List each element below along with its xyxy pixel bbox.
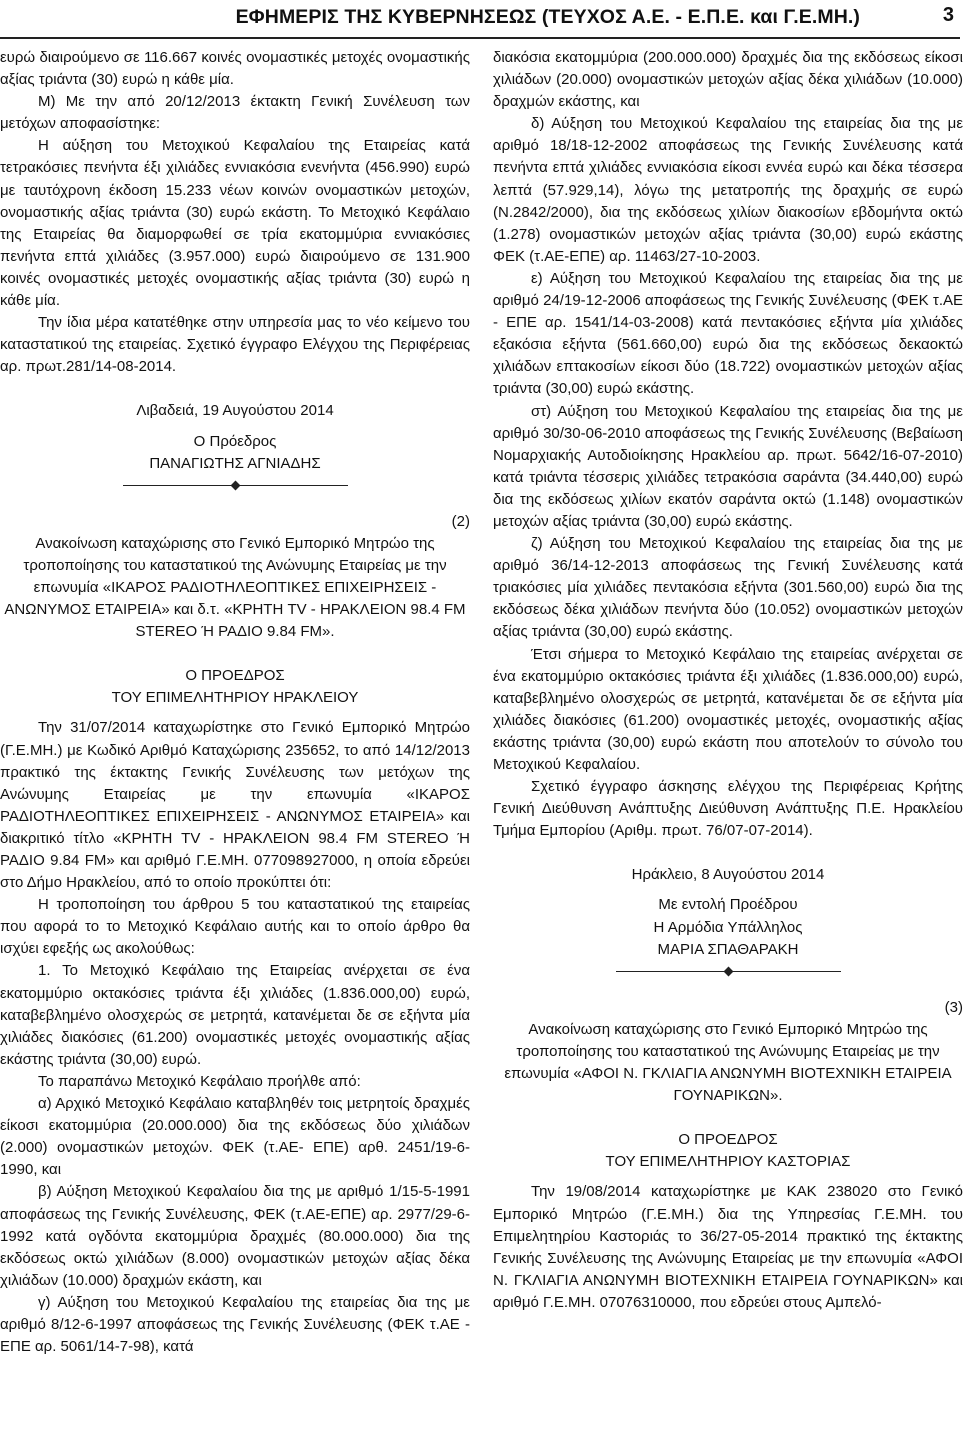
place-date: Ηράκλειο, 8 Αυγούστου 2014 [631, 866, 825, 884]
paragraph: α) Αρχικό Μετοχικό Κεφάλαιο καταβληθέν τοις μετρητοίς δραχμές είκοσι εκατομμύρια (20.000.000) δια της εκδόσεως δύο χιλιάδων (2.000) ονομαστικών μετοχών. ΦΕΚ (τ.ΑΕ- ΕΠΕ) αρθ. 2451/19-6-1990, και [0, 1095, 470, 1179]
signer-name: ΜΑΡΙΑ ΣΠΑΘΑΡΑΚΗ [657, 940, 799, 958]
gazette-title: ΕΦΗΜΕΡΙΣ ΤΗΣ ΚΥΒΕΡΝΗΣΕΩΣ (ΤΕΥΧΟΣ Α.Ε. - Ε.Π.Ε. και Γ.Ε.ΜΗ.) [235, 6, 860, 28]
notice-number: (2) [451, 512, 470, 530]
signer-name: ΠΑΝΑΓΙΩΤΗΣ ΑΓΝΙΑΔΗΣ [149, 454, 321, 472]
authority-name: ΤΟΥ ΕΠΙΜΕΛΗΤΗΡΙΟΥ ΗΡΑΚΛΕΙΟΥ [111, 689, 359, 707]
diamond-icon [723, 967, 733, 977]
authority-title: Ο ΠΡΟΕΔΡΟΣ [678, 1131, 778, 1149]
paragraph: 1. Το Μετοχικό Κεφάλαιο της Εταιρείας ανέρχεται σε ένα εκατομμύριο οκτακόσιες τριάντα έξι χιλιάδες (1.836.000,00) ευρώ, καταβεβλημένο ολοσχερώς σε μετρητά, κατανέμεται δε σε εξήντα μία χιλιάδες διακόσιες (61.200) ονομαστικές μετοχές ονομαστικής αξίας εκάστης τριάντα (30,00) ευρώ. [0, 962, 470, 1068]
signer-title: Ο Πρόεδρος [193, 432, 277, 450]
paragraph: Την ίδια μέρα κατατέθηκε στην υπηρεσία μας το νέο κείμενο του καταστατικού της εταιρείας. Σχετικό έγγραφο Ελέγχου της Περιφέρειας αρ. πρωτ.281/14-08-2014. [0, 314, 470, 376]
paragraph: Έτσι σήμερα το Μετοχικό Κεφάλαιο της εταιρείας ανέρχεται σε ένα εκατομμύριο οκτακόσιες τριάντα έξι χιλιάδες (1.836.000,00) ευρώ, καταβεβλημένο ολοσχερώς σε μετρητά, κατανέμεται δε σε εξήντα μία χιλιάδες διακόσιες (61.200) ονομαστικές μετοχές, ονομαστικής αξίας εκάστης τριάντα (30,00) ευρώ εκάστη που αποτελούν το σύνολο του Μετοχικού Κεφαλαίου. [493, 645, 963, 773]
paragraph: ε) Αύξηση του Μετοχικού Κεφαλαίου της εταιρείας δια της με αριθμό 24/19-12-2006 αποφάσεως της Γενικής Συνέλευσης (ΦΕΚ τ.ΑΕ - ΕΠΕ αρ. 1541/14-03-2008) κατά πεντακόσιες εξήντα μία χιλιάδες εξακόσια εξήντα (561.660,00) ευρώ δια της εκδόσεως δεκαοκτώ χιλιάδων επτακοσίων είκοσι δύο (18.722) ονομαστικών μετοχών αξίας τριάντα (30,00) ευρώ εκάστης. [493, 269, 963, 398]
paragraph: Την 31/07/2014 καταχωρίστηκε στο Γενικό Εμπορικό Μητρώο (Γ.Ε.ΜΗ.) με Κωδικό Αριθμό Καταχώρισης 235652, το από 14/12/2013 πρακτικό της έκτακτης Γενικής Συνέλευσης των μετόχων της Ανώνυμης Εταιρείας με την επωνυμία «ΙΚΑΡΟΣ ΡΑΔΙΟΤΗΛΕΟΠΤΙΚΕΣ ΕΠΙΧΕΙΡΗΣΕΙΣ - ΑΝΩΝΥΜΟΣ ΕΤΑΙΡΕΙΑ» και διακριτικό τίτλο «ΚΡΗΤΗ TV - ΗΡΑΚΛΕΙΟΝ 98.4 FM STEREO Ή ΡΑΔΙΟ 9.84 FM» και αριθμό Γ.Ε.ΜΗ. 077098927000, η οποία εδρεύει στο Δήμο Ηρακλείου, από το οποίο προκύπτει ότι: [0, 719, 470, 892]
authority-name: ΤΟΥ ΕΠΙΜΕΛΗΤΗΡΙΟΥ ΚΑΣΤΟΡΙΑΣ [605, 1153, 851, 1171]
right-column [493, 47, 963, 1427]
left-column [0, 47, 470, 1427]
paragraph: δ) Αύξηση του Μετοχικού Κεφαλαίου της εταιρείας δια της με αριθμό 18/18-12-2002 αποφάσεως της Γενικής Συνέλευσης κατά πενήντα επτά χιλιάδες εννιακόσια είκοσι εννέα ευρώ και δέκα τέσσερα λεπτά (57.929,14), λόγω της μετατροπής της δραχμής σε ευρώ (Ν.2842/2000), δια της εκδόσεως χιλίων διακοσίων εβδομήντα οκτώ (1.278) ονομαστικών μετοχών αξίας τριάντα (30,00) ευρώ εκάστης ΦΕΚ (τ.ΑΕ-ΕΠΕ) αρ. 11463/27-10-2003. [493, 115, 963, 265]
paragraph: στ) Αύξηση του Μετοχικού Κεφαλαίου της εταιρείας δια της με αριθμό 30/30-06-2010 αποφάσεως της Γενικής Συνέλευσης (Βεβαίωση Νομαρχιακής Αυτοδιοίκησης Ηρακλείου αρ. πρωτ. 5642/16-07-2010) κατά τριάντα τέσσερις χιλιάδες τετρακόσια σαράντα (34.440,00) ευρώ δια της εκδόσεως χιλίων εκατόν σαράντα οκτώ (1.148) ονομαστικών μετοχών αξίας τριάντα (30,00) ευρώ εκάστης. [493, 402, 963, 530]
authority-title: Ο ΠΡΟΕΔΡΟΣ [185, 667, 285, 685]
paragraph: Το παραπάνω Μετοχικό Κεφάλαιο προήλθε από: [38, 1072, 361, 1090]
notice-number: (3) [944, 998, 963, 1016]
paragraph: Σχετικό έγγραφο άσκησης ελέγχου της Περιφέρειας Κρήτης Γενική Διεύθυνση Ανάπτυξης Διεύθυνση Ανάπτυξης Π.Ε. Ηρακλείου Τμήμα Εμπορίου (Αριθμ. πρωτ. 76/07-07-2014). [493, 778, 963, 840]
paragraph: ζ) Αύξηση του Μετοχικού Κεφαλαίου της εταιρείας δια της με αριθμό 36/14-12-2013 αποφάσεως της Γενική Συνέλευσης κατά τριακόσιες μία χιλιάδες πεντακόσια εξήντα (301.560,00) ευρώ δια της εκδόσεως δέκα χιλιάδων πενήντα δύο (10.052) ονομαστικών μετοχών αξίας τριάντα (30,00) ευρώ εκάστης. [493, 535, 963, 641]
paragraph: Μ) Με την από 20/12/2013 έκτακτη Γενική Συνέλευση των μετόχων αποφασίστηκε: [0, 93, 470, 133]
section-divider-ornament [0, 479, 470, 493]
notice-heading: Ανακοίνωση καταχώρισης στο Γενικό Εμπορικό Μητρώο της τροποποίησης του καταστατικού της Ανώνυμης Εταιρείας με την επωνυμία «ΙΚΑΡΟΣ ΡΑΔΙΟΤΗΛΕΟΠΤΙΚΕΣ ΕΠΙΧΕΙΡΗΣΕΙΣ - ΑΝΩΝΥΜΟΣ ΕΤΑΙΡΕΙΑ» και δ.τ. «ΚΡΗΤΗ TV - ΗΡΑΚΛΕΙΟΝ 98.4 FM STEREO Ή ΡΑΔΙΟ 9.84 FM». [4, 534, 466, 641]
signer-title: Με εντολή Προέδρου [658, 896, 798, 914]
paragraph: Την 19/08/2014 καταχωρίστηκε με ΚΑΚ 238020 στο Γενικό Εμπορικό Μητρώο (Γ.Ε.ΜΗ.) δια της Υπηρεσίας Γ.Ε.ΜΗ. του Επιμελητηρίου Καστοριάς το 36/27-05-2014 πρακτικό της έκτακτης Γενικής Συνέλευσης της Ανώνυμης Εταιρείας με την επωνυμία «ΑΦΟΙ Ν. ΓΚΛΙΑΓΙΑ ΑΝΩΝΥΜΗ ΒΙΟΤΕΧΝΙΚΗ ΕΤΑΙΡΕΙΑ ΓΟΥΝΑΡΙΚΩΝ» και αριθμό Γ.Ε.ΜΗ. 07076310000, που εδρεύει στους Αμπελό- [493, 1183, 963, 1311]
section-divider-ornament [493, 965, 963, 979]
signer-role: Η Αρμόδια Υπάλληλος [653, 918, 803, 936]
page-number: 3 [942, 4, 954, 26]
notice-heading: Ανακοίνωση καταχώρισης στο Γενικό Εμπορικό Μητρώο της τροποποίησης του καταστατικού της Ανώνυμης Εταιρείας με την επωνυμία «ΑΦΟΙ Ν. ΓΚΛΙΑΓΙΑ ΑΝΩΝΥΜΗ ΒΙΟΤΕΧΝΙΚΗ ΕΤΑΙΡΕΙΑ ΓΟΥΝΑΡΙΚΩΝ». [504, 1020, 952, 1105]
paragraph: γ) Αύξηση του Μετοχικού Κεφαλαίου της εταιρείας δια της με αριθμό 8/12-6-1997 αποφάσεως της Γενικής Συνέλευσης (ΦΕΚ τ.ΑΕ - ΕΠΕ αρ. 5061/14-7-98), κατά [0, 1293, 470, 1356]
header-divider [0, 37, 960, 39]
diamond-icon [230, 481, 240, 491]
paragraph: Η αύξηση του Μετοχικού Κεφαλαίου της Εταιρείας κατά τετρακόσιες πενήντα έξι χιλιάδες εννιακόσια ενενήντα (456.990) ευρώ με ταυτόχρονη έκδοση 15.233 νέων κοινών ονομαστικών μετοχών, ονομαστικής αξίας τριάντα (30) ευρώ εκάστη. Το Μετοχικό Κεφάλαιο της Εταιρείας θα διαμορφωθεί σε τρία εκατομμύρια εννιακόσιες πενήντα επτά χιλιάδες (3.957.000) ευρώ διαιρούμενο σε 131.900 κοινές ονομαστικές μετοχές ονομαστικής αξίας τριάντα (30) ευρώ η κάθε μία. [0, 137, 470, 310]
paragraph: διακόσια εκατομμύρια (200.000.000) δραχμές δια της εκδόσεως είκοσι χιλιάδων (20.000) ονομαστικών μετοχών αξίας δέκα χιλιάδων (10.000) δραχμών εκάστης, και [493, 49, 963, 111]
paragraph: Η τροποποίηση του άρθρου 5 του καταστατικού της εταιρείας που αφορά το το Μετοχικό Κεφάλαιο αυτής και το οποίο άρθρο θα ισχύει εφεξής ως ακολούθως: [0, 896, 470, 958]
place-date: Λιβαδειά, 19 Αυγούστου 2014 [136, 402, 334, 420]
page-header [0, 0, 960, 40]
paragraph: β) Αύξηση Μετοχικού Κεφαλαίου δια της με αριθμό 1/15-5-1991 αποφάσεως της Γενικής Συνέλευσης, ΦΕΚ (τ.ΑΕ-ΕΠΕ) αρ. 2977/29-6-1992 κατά ογδόντα εκατομμύρια δραχμές (80.000.000) δια της εκδόσεως οκτώ χιλιάδων (8.000) ονομαστικών μετοχών αξίας δέκα χιλιάδων (10.000) δραχμών εκάστη, και [0, 1183, 470, 1289]
paragraph: ευρώ διαιρούμενο σε 116.667 κοινές ονομαστικές μετοχές ονομαστικής αξίας τριάντα (30) ευρώ η κάθε μία. [0, 49, 470, 89]
